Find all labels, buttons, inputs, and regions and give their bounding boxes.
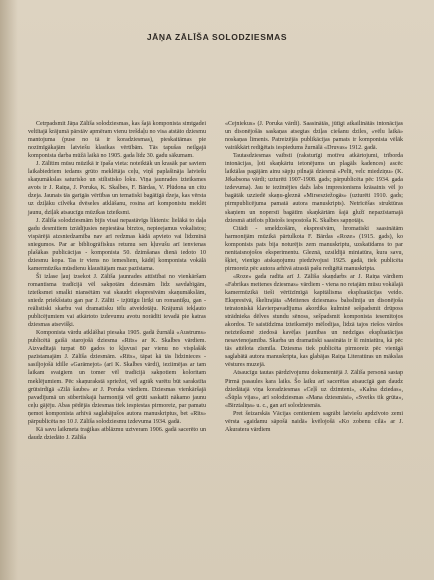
paragraph: «Roze» gada radīta arī J. Zālīša skaņdarbs ar J. Raiņa vārdiem «Fabrikas meitenes dziesmas» vārdiem - viena no retajām mūsu vokālajā kamermūzikā tieši vērtīzīmīgā kapitālisma ekspluatācijas veido. Ekspresīvā, škeltrajāta «Meitenes dziesmas» balsslīnija un disonējoša tetratoniskā klavierpavadījuma akordika kulminē sešpadsmit drūposs strādnieka dēlves stundu sēnoss, sešpadsmit komponista iesemītojos akordos. Te saistīdzīma izteiksmējo mēlodijas, līdzā tajos riešos vārdos neizteiksmē ziedosā kavēļas jaunības un nedzīgas ekspluatācijas nesavienojamība. Skarba un dramatiski saasināta ir šī miniatūra, kā pēc tās attēlota zīsmīla. Dziesma tiek publicēta pirmoreiz pēc vienīgā saglabātā autora manuskripta, kas glabājas Raiņa Literatūras un mākslas vēstures muzejā. [225, 273, 403, 369]
paragraph: Citādi - smeldzošām, ekspresīvām, hromatiski saasinātām harmonijām mūzikā pārtulkota F. Bārdas «Roze» (1915. gads), ko komponists pats bija noturējis zem manuskriptu, uzskatīdams to par nenitaisnojošos eksperimentu. Gleznā, uzsildījā miniatūra, kura savu, šķiet, vienīgo atskaņojumu piedzīvojusi 1925. gadā, tiek publicēta pirmoreiz pēc autora arhīvā atrastā pašu redigētā manuskripta. [225, 225, 403, 272]
paragraph: Cetrpadsmit Jāņa Zālīša solodziesmas, kas šajā komponista simtgadei veltītajā krājumā pārstāv apmēram vienu trešdaļu no visa atstāto dziesmu mantojuma (puse no tā ir koradziesmas), pieskaitāmas pie nozīmīgākajām latviešu klasikas vērtībām. Tās tapušas neilgajā komponista darba mūžā laikā no 1905. gada līdz 30. gadu sākumam. [28, 121, 206, 160]
paragraph: Pret šeizarskās Vācijas centieniem sagrābt latviešu apdzīvoto zemi vērsta «gaidamu sāpošā naidā» kvēlojošā «Ko zobenu cilā» ar J. Akuratera vārdiem [225, 410, 403, 433]
page-header: JĀŅA ZĀLĪŠA SOLODZIESMAS [146, 32, 288, 42]
paragraph: J. Zālītim mūsu mūzikā ir īpaša vieta: noteiktāk un krasāk par saviem laikabiedriem iedams grūto meklētāja ceļu, viņš paplašināja latviešu skaņumākslas saturisko un stilistisko loku. Viņa jaunrades izteiksmes avots ir J. Raiņa, J. Poruka, K. Skalbes, F. Bārdas, V. Plūdona un citu dzeja. Jaunais tās garīgās vērtības un tematiski bagātīgā dzeja, kas vērsta uz dziļāku cilvēka dvēseles atklāšanu, rosina arī komponistu meklēt jaunu, dziļāk atsaucīgu mūzikas izteiksmi. [28, 161, 206, 216]
page-gutter-shadow [0, 0, 18, 580]
paragraph: Šī izlase ļauj izsekot J. Zālīša jaunrades attīstībai no vienkāršam romantisma tradīcijā vēl sakņotām dziesmām līdz savdabīgām, izteiksmei smalki niansētām vai skaudri ekspresīvām skaņumākslām, sniedz priekšstatu gan par J. Zālīti - izjūtīgu liriķi un romantiķu, gan - reālistiski skarbu vai dramatisku tēlu atveidotāju. Krājumā iekļauto publicējumiem vai atkārtoto izdevumu avotu norādīti ievadā pie katras dziesmas atsevišķi. [28, 273, 206, 329]
paragraph: Kā savu laikmeta traģikas atblāzmu uztveram 1906. gadā sacerēto un daudz dziedāto J. Zālīša [28, 426, 206, 441]
paragraph: Atsaucīgu tautas pārdzīvojumu dokumentējā J. Zālīša personā sastap Pirmā pasaules kara laiks. Šo laiku arī sacerētas atsaucīgā gan daudz dziedātajā viņa koradziesmas «Ceļš uz dzimteni», «Kalna dziedas», «Šūpla vijas», arī solodziesmas «Mana dziesmāsi», «Sveiks tik grūta», «Birztaliņa» u. c., gan arī solodziesmās. [225, 370, 403, 409]
paragraph: Tautasdziesmas vaibsti (raksturīgi motīvu atkārtojumi, trīborda intonācijas, ļoti skaņkārtu ietonējums un plagāls kadences) ascēc laiktālas pagājām ainu sāpju pilnajā dziesmā «Pelīt, velc miedziņu» (K. Jēkabsona vārdi; uzturēti 1907-1908. gads; pārpublicēta pēc 1934. gada izdevuma). Jau te iezīmējies dažs labs impresionisms krāsainis vēl jo bagātāk uzziedē skaņu-gleznā «Mirsesziežogās» (uzturēti 1910. gads; pirmpublicējuma pamatā autora manuskripts). Netrīcēšas struktūras skaņiem un noperstī bagātīm skaņkārtām šajā glužī nepazīstamajā dziesmā attēlots plūstošs iespostoša K. Skalbes sapņotājs. [225, 153, 403, 224]
right-column [225, 120, 403, 434]
paragraph: Komponista vārdu atklāšhai piesaka 1905. gadā žurnālā «Austrums» publicētā gaišā starojošā dziesma «Rīts» ar K. Skalbes vārdiem. Aizvadītajā turpat 80 gados to kļuvusi par vienu no visplašāk pazīstamajām J. Zālīša dziesmām. «Rīts», tāpat kā tās līdzinieces - sasiljojošā idille «Garāmejot» (arī K. Skalbes vārdi), ieziimējas ar tam laikam svaigiem un tomer vēl tradīcijā sakņotiem koloritam meklējumiem. Pēc skaņurakstā spriežot, vēl agrāk varētu būt sarakstīta grūtsirdīgā «Zilā šaube» ar J. Poruka vārdiem. Dziesmas vienkāršajā pavadījumā un sūbertiskajā harmonijā vēl grūti saskatīt nākamo jaunu ceļu gājēju. Abas pēdējās dziesmas tiek iespiestas pirmoreiz, par pamatu ņemot komponista arhīvā saglabājušos autora manuskriptus, bet «Rīts» pārpublicēta no 10 J. Zālīša solodziesmu izdevuma 1934. gadā. [28, 330, 206, 425]
paragraph: «Cejniekus» (J. Poruka vārdi). Saasinātās, jūtīgi atkailinātās intonācijas un disonējošās saskaņas atsegtas dziļas ciešanu dziles, «vēlu laikā» noskaņas līmenis. Patreizējās publikācijas pamats ir komponista vēlāk vairākkārt rediģētais iespiedums žurnālā «Druvas» 1912. gadā. [225, 121, 403, 152]
paragraph: J. Zālīša solodziesmām bijis visai nepastāvīgs liktenis: lielākā to daļa gadu desmitiem izrādījusies nepiestāsa birztos, nepieejamus vokalistos; vispārējā aizsniedzamība nav arī redzmas kādā apvieto vai līdzmīnā sniegumos. Par ar bibliogrāfiskus retumu sen kļuvušu arī ienvienas plašākas publicācijas - komponista 50. dzimšanas dienā iedoto 10 dziesmu kopa. Tas ir viens no iemesliem, kādēļ komponista vokālā kamermūzika mūsdienu klausītājam maz pazīstama. [28, 217, 206, 272]
left-column [28, 120, 206, 442]
